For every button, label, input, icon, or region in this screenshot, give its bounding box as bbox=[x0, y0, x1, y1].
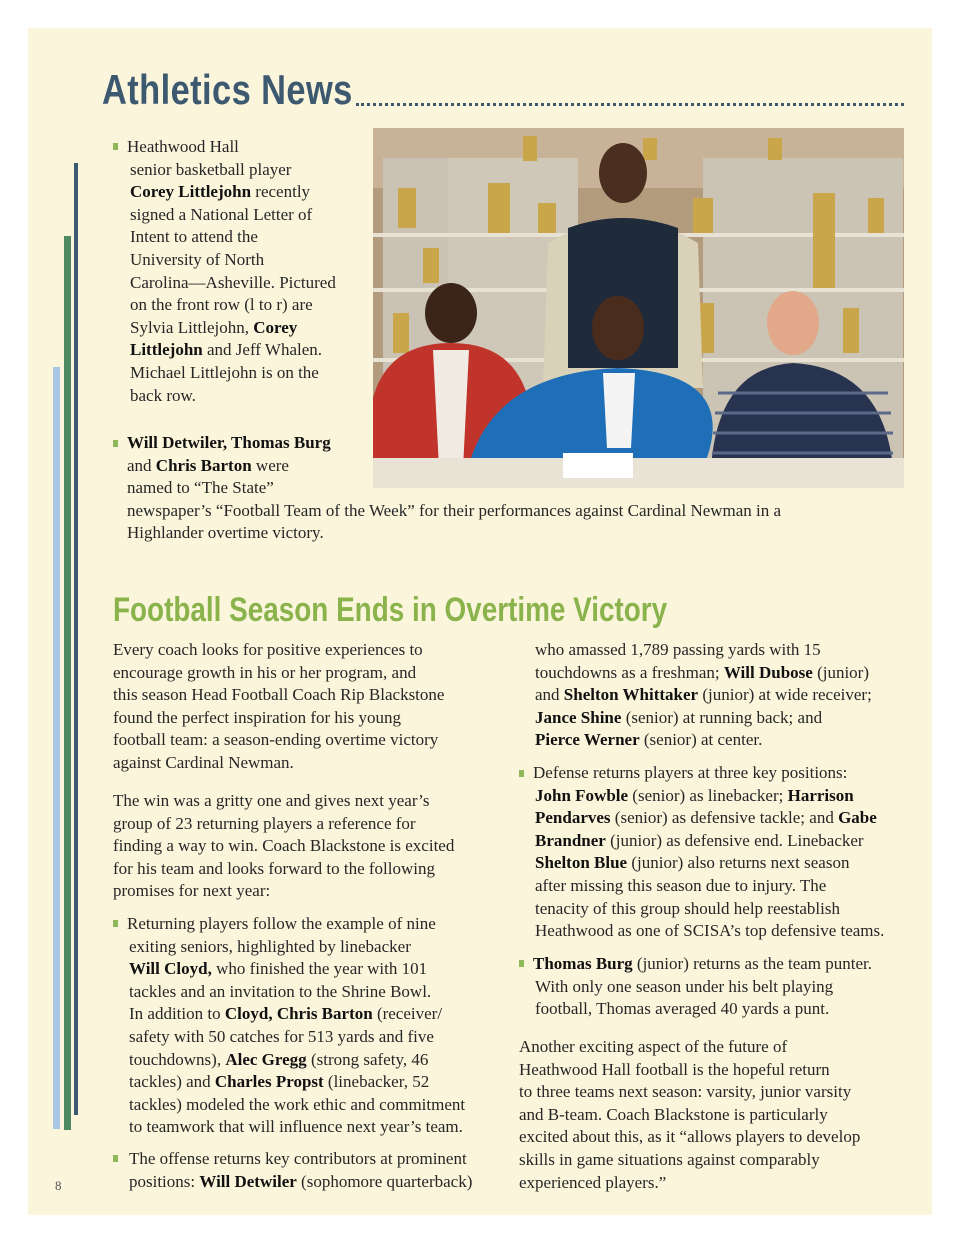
bullet-marker bbox=[519, 960, 524, 967]
athlete-name: Cloyd, Chris Barton bbox=[224, 1004, 373, 1024]
athlete-name: Corey bbox=[253, 317, 298, 337]
text-line: Defense returns players at three key positions: bbox=[533, 763, 848, 782]
article-paragraph-2 bbox=[113, 790, 454, 903]
athlete-name: Pierce Werner bbox=[535, 730, 640, 750]
text-line: Heathwood as one of SCISA’s top defensive teams. bbox=[535, 921, 885, 941]
text-line: Michael Littlejohn is on the bbox=[130, 362, 319, 382]
text-line: The offense returns key contributors at prominent bbox=[129, 1149, 467, 1168]
text-span: (sophomore quarterback) bbox=[296, 1171, 473, 1191]
bullet-punter bbox=[533, 953, 872, 1021]
title-dotted-rule bbox=[356, 103, 904, 106]
athlete-name: Alec Gregg bbox=[225, 1049, 307, 1069]
text-span: (linebacker, 52 bbox=[323, 1072, 430, 1092]
text-span: and bbox=[535, 685, 564, 705]
text-line: and B-team. Coach Blackstone is particularly bbox=[519, 1104, 828, 1124]
bullet-marker bbox=[519, 770, 524, 777]
athlete-name: Will Cloyd, bbox=[129, 959, 212, 979]
text-line: tackles) modeled the work ethic and commitment bbox=[129, 1094, 466, 1114]
athlete-name: John Fowble bbox=[535, 785, 629, 805]
text-line: skills in game situations against comparably bbox=[519, 1149, 820, 1169]
text-span: and bbox=[127, 455, 156, 475]
text-line: safety with 50 catches for 513 yards and five bbox=[129, 1026, 434, 1046]
athlete-name: Pendarves bbox=[535, 808, 611, 828]
athlete-name: Will Detwiler bbox=[199, 1171, 297, 1191]
text-line: on the front row (l to r) are bbox=[130, 295, 313, 315]
text-line: this season Head Football Coach Rip Blackstone bbox=[113, 685, 445, 705]
text-span: (senior) as linebacker; bbox=[628, 785, 788, 805]
text-span: (junior) returns as the team punter. bbox=[632, 954, 873, 973]
athlete-name: Gabe bbox=[838, 808, 877, 828]
athlete-name: Charles Propst bbox=[214, 1072, 324, 1092]
text-line: Carolina—Asheville. Pictured bbox=[130, 272, 336, 292]
text-line: Intent to attend the bbox=[130, 227, 258, 247]
decorative-bar-lightblue bbox=[53, 367, 60, 1129]
text-line: found the perfect inspiration for his young bbox=[113, 707, 401, 727]
text-span: positions: bbox=[129, 1171, 200, 1191]
text-line: University of North bbox=[130, 249, 265, 269]
text-span: (senior) as defensive tackle; and bbox=[610, 808, 839, 828]
bullet-marker bbox=[113, 440, 118, 447]
bullet-offense bbox=[129, 1148, 472, 1193]
text-line: Another exciting aspect of the future of bbox=[519, 1037, 788, 1056]
athlete-name: Shelton Whittaker bbox=[563, 685, 699, 705]
text-line: tenacity of this group should help reestablish bbox=[535, 898, 840, 918]
bullet-returning-players bbox=[127, 913, 465, 1139]
text-line: With only one season under his belt playing bbox=[535, 976, 834, 996]
text-line: promises for next year: bbox=[113, 881, 271, 901]
text-line: against Cardinal Newman. bbox=[113, 752, 294, 772]
athlete-name: Corey Littlejohn bbox=[130, 182, 252, 202]
bullet-defense bbox=[533, 762, 884, 943]
text-line: Heathwood Hall bbox=[127, 137, 239, 156]
text-line: back row. bbox=[130, 385, 196, 405]
text-line: Highlander overtime victory. bbox=[127, 523, 324, 543]
article-paragraph-1 bbox=[113, 639, 444, 775]
text-line: tackles and an invitation to the Shrine Bowl. bbox=[129, 981, 432, 1001]
athlete-name: Harrison bbox=[787, 785, 854, 805]
article-paragraph-3 bbox=[519, 1036, 860, 1194]
text-span: and Jeff Whalen. bbox=[202, 340, 323, 360]
text-line: after missing this season due to injury. The bbox=[535, 875, 827, 895]
text-span: (senior) at running back; and bbox=[621, 707, 823, 727]
text-span: (senior) at center. bbox=[639, 730, 763, 750]
text-line: senior basketball player bbox=[130, 159, 292, 179]
text-line: group of 23 returning players a reference for bbox=[113, 813, 416, 833]
athlete-name: Littlejohn bbox=[130, 340, 203, 360]
text-line: football, Thomas averaged 40 yards a punt. bbox=[535, 999, 830, 1019]
article-heading: Football Season Ends in Overtime Victory bbox=[113, 591, 668, 629]
decorative-bar-navy bbox=[74, 163, 78, 1115]
bullet-marker bbox=[113, 143, 118, 150]
text-line: signed a National Letter of bbox=[130, 204, 313, 224]
text-line: for his team and looks forward to the following bbox=[113, 858, 435, 878]
text-line: finding a way to win. Coach Blackstone is excited bbox=[113, 836, 455, 856]
text-span: were bbox=[251, 455, 289, 475]
text-line: experienced players.” bbox=[519, 1172, 667, 1192]
text-line: to teamwork that will influence next year’s team. bbox=[129, 1117, 463, 1137]
text-span: (junior) as defensive end. Linebacker bbox=[605, 830, 864, 850]
text-line: The win was a gritty one and gives next year’s bbox=[113, 791, 430, 810]
text-span: recently bbox=[251, 182, 311, 202]
page-title: Athletics News bbox=[102, 66, 353, 113]
text-line: to three teams next season: varsity, junior varsity bbox=[519, 1082, 852, 1102]
bullet-offense-continued bbox=[535, 639, 872, 752]
athlete-name: Will Dubose bbox=[723, 662, 813, 682]
text-line: newspaper’s “Football Team of the Week” for their performances against Cardinal Newman in a bbox=[127, 500, 782, 520]
text-line: football team: a season-ending overtime victory bbox=[113, 730, 439, 750]
text-span: touchdowns), bbox=[129, 1049, 226, 1069]
athlete-name: Chris Barton bbox=[155, 455, 252, 475]
text-line: Every coach looks for positive experiences to bbox=[113, 640, 423, 659]
text-span: Sylvia Littlejohn, bbox=[130, 317, 254, 337]
text-span: (junior) at wide receiver; bbox=[698, 685, 872, 705]
text-line: named to “The State” bbox=[127, 478, 274, 498]
text-span: (receiver/ bbox=[372, 1004, 443, 1024]
text-line: Heathwood Hall football is the hopeful return bbox=[519, 1059, 830, 1079]
athlete-name: Shelton Blue bbox=[535, 853, 628, 873]
text-span: (junior) bbox=[812, 662, 869, 682]
page-number: 8 bbox=[55, 1178, 62, 1193]
text-span: touchdowns as a freshman; bbox=[535, 662, 724, 682]
decorative-bar-green bbox=[64, 236, 71, 1130]
text-span: tackles) and bbox=[129, 1072, 215, 1092]
text-line: who amassed 1,789 passing yards with 15 bbox=[535, 640, 821, 659]
text-line: encourage growth in his or her program, and bbox=[113, 662, 417, 682]
athlete-names: Will Detwiler, Thomas Burg bbox=[127, 433, 331, 452]
text-line: exiting seniors, highlighted by linebacker bbox=[129, 936, 411, 956]
athlete-name: Jance Shine bbox=[535, 707, 622, 727]
text-line: Returning players follow the example of nine bbox=[127, 914, 436, 933]
athlete-name: Thomas Burg bbox=[533, 954, 633, 973]
text-span: (junior) also returns next season bbox=[627, 853, 850, 873]
bullet-marker bbox=[113, 920, 118, 927]
text-span: (strong safety, 46 bbox=[306, 1049, 429, 1069]
text-line: excited about this, as it “allows players to develop bbox=[519, 1127, 861, 1147]
news-item-football bbox=[127, 432, 781, 545]
news-item-basketball bbox=[127, 136, 336, 407]
text-span: who finished the year with 101 bbox=[211, 959, 428, 979]
text-span: In addition to bbox=[129, 1004, 225, 1024]
bullet-marker bbox=[113, 1155, 118, 1162]
athlete-name: Brandner bbox=[535, 830, 606, 850]
